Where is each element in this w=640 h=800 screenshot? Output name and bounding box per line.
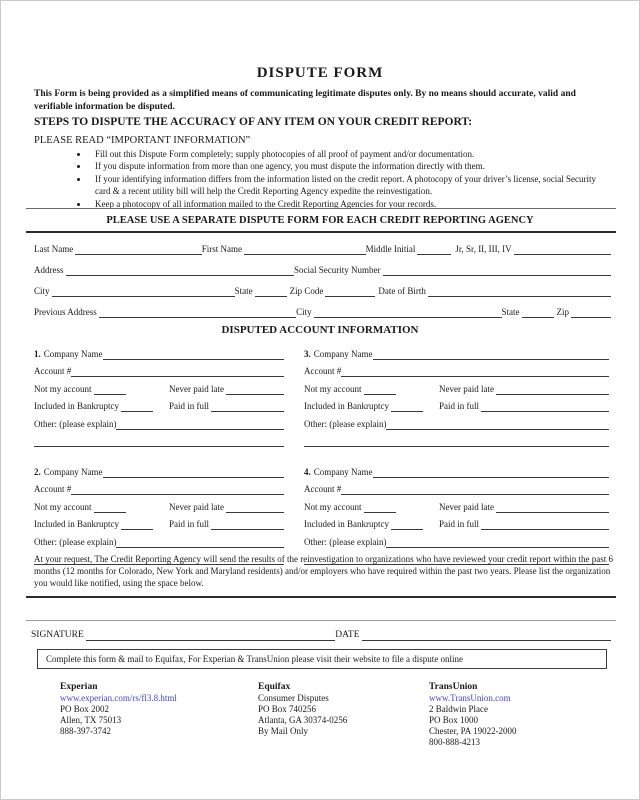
city-line <box>52 286 235 297</box>
account-number-line <box>341 366 609 377</box>
not-my-account-label: Not my account <box>34 383 92 394</box>
not-my-account-line <box>364 502 396 513</box>
address-line <box>66 265 295 276</box>
previous-state-label: State <box>501 307 520 317</box>
company-name-label: Company Name <box>43 466 103 477</box>
state-label: State <box>234 286 253 296</box>
agency-name: Experian <box>60 682 98 692</box>
company-name-line <box>103 349 285 360</box>
bankruptcy-line <box>391 401 423 412</box>
block-number: 1. <box>34 348 41 359</box>
suffix-line <box>514 244 611 255</box>
not-my-account-line <box>94 384 126 395</box>
other-explain-label: Other: (please explain) <box>34 536 117 547</box>
other-explain-line <box>386 419 609 430</box>
organization-write-line <box>26 596 616 598</box>
never-paid-late-line <box>496 502 609 513</box>
address-label: Address <box>34 265 64 275</box>
never-paid-late-line <box>226 502 284 513</box>
previous-address-row <box>34 307 611 318</box>
previous-zip-line <box>571 307 611 318</box>
extra-line <box>304 436 609 447</box>
agency-address-line: Chester, PA 19022-2000 <box>429 726 517 736</box>
previous-city-label: City <box>296 307 312 317</box>
bankruptcy-label: Included in Bankruptcy <box>304 401 389 411</box>
middle-initial-label: Middle Initial <box>365 244 416 254</box>
account-number-label: Account # <box>34 366 72 376</box>
instruction-bullets <box>1 148 609 210</box>
other-explain-label: Other: (please explain) <box>304 536 387 547</box>
bullet-item: • Fill out this Dispute Form completely; supply photocopies of all proof of payment and/or documentation. <box>89 148 609 160</box>
paid-in-full-label: Paid in full <box>439 401 479 411</box>
signature-label: SIGNATURE <box>31 630 84 640</box>
never-paid-late-label: Never paid late <box>439 501 494 512</box>
previous-city-line <box>314 307 502 318</box>
block-number: 3. <box>304 348 311 359</box>
last-name-line <box>75 244 202 255</box>
other-explain-line <box>116 419 284 430</box>
paid-in-full-line <box>481 519 609 530</box>
city-row <box>34 286 611 297</box>
bankruptcy-line <box>121 519 153 530</box>
agency-address-line: PO Box 740256 <box>258 704 317 714</box>
not-my-account-label: Not my account <box>34 501 92 512</box>
mail-instructions-box <box>37 649 607 669</box>
account-block-2 <box>34 460 284 565</box>
paid-in-full-line <box>211 401 284 412</box>
agency-equifax <box>258 682 347 737</box>
middle-initial-line <box>417 244 451 255</box>
previous-address-label: Previous Address <box>34 307 97 317</box>
agency-address-line: 800-888-4213 <box>429 737 480 747</box>
agency-address-line: By Mail Only <box>258 726 309 736</box>
state-line <box>255 286 287 297</box>
never-paid-late-line <box>496 384 609 395</box>
last-name-label: Last Name <box>34 244 74 254</box>
agency-address-line: PO Box 1000 <box>429 715 479 725</box>
company-name-line <box>373 467 610 478</box>
account-block-1 <box>34 342 284 447</box>
never-paid-late-label: Never paid late <box>169 383 224 394</box>
account-number-line <box>71 484 284 495</box>
paid-in-full-label: Paid in full <box>169 519 209 529</box>
agency-address-line: 888-397-3742 <box>60 726 111 736</box>
disputed-account-heading: DISPUTED ACCOUNT INFORMATION <box>221 324 419 336</box>
block-number: 2. <box>34 466 41 477</box>
agency-address-line: Allen, TX 75013 <box>60 715 122 725</box>
agency-name: Equifax <box>258 682 291 692</box>
bankruptcy-label: Included in Bankruptcy <box>304 519 389 529</box>
name-row <box>34 244 611 255</box>
account-block-3 <box>304 342 609 447</box>
transunion-link[interactable]: www.TransUnion.com <box>429 693 511 703</box>
previous-zip-label: Zip <box>556 307 569 317</box>
not-my-account-line <box>94 502 126 513</box>
extra-line <box>34 436 284 447</box>
other-explain-line <box>386 537 609 548</box>
notify-paragraph: At your request, The Credit Reporting Agency will send the results of the reinvestigation to organizations who have reviewed your credit report within the past 6 months (12 months for Colorado, New York and Maryland residents) and/or employers who have required within the past two years. Please list the organization you would like notified, using the space below. <box>34 554 614 588</box>
block-number: 4. <box>304 466 311 477</box>
city-label: City <box>34 286 50 296</box>
paid-in-full-line <box>481 401 609 412</box>
suffix-label: Jr, Sr, II, III, IV <box>455 244 512 254</box>
company-name-label: Company Name <box>313 348 373 359</box>
signature-line <box>86 630 335 641</box>
account-number-label: Account # <box>304 484 342 494</box>
organization-write-line <box>26 620 616 621</box>
account-number-line <box>71 366 284 377</box>
other-explain-label: Other: (please explain) <box>304 418 387 429</box>
agency-address-line: Atlanta, GA 30374-0256 <box>258 715 348 725</box>
zip-code-line <box>325 286 375 297</box>
zip-code-label: Zip Code <box>289 286 324 296</box>
account-number-label: Account # <box>304 366 342 376</box>
company-name-label: Company Name <box>43 348 103 359</box>
ssn-label: Social Security Number <box>294 265 381 275</box>
account-number-label: Account # <box>34 484 72 494</box>
bankruptcy-line <box>121 401 153 412</box>
paid-in-full-label: Paid in full <box>169 401 209 411</box>
first-name-line <box>244 244 366 255</box>
paid-in-full-label: Paid in full <box>439 519 479 529</box>
steps-heading: STEPS TO DISPUTE THE ACCURACY OF ANY ITEM ON YOUR CREDIT REPORT: <box>34 116 473 128</box>
mail-instructions-text: Complete this form & mail to Equifax, For Experian & TransUnion please visit their website to file a dispute online <box>46 654 463 664</box>
other-explain-label: Other: (please explain) <box>34 418 117 429</box>
bankruptcy-line <box>391 519 423 530</box>
account-number-line <box>341 484 609 495</box>
other-explain-line <box>116 537 284 548</box>
never-paid-late-label: Never paid late <box>439 383 494 394</box>
date-label: DATE <box>335 630 360 640</box>
not-my-account-line <box>364 384 396 395</box>
not-my-account-label: Not my account <box>304 383 362 394</box>
account-block-4 <box>304 460 609 565</box>
divider <box>26 231 616 233</box>
address-row <box>34 265 611 276</box>
agency-transunion <box>429 682 517 748</box>
agency-name: TransUnion <box>429 682 478 692</box>
dob-line <box>428 286 611 297</box>
experian-link[interactable]: www.experian.com/rs/fl3.8.html <box>60 693 177 703</box>
bullet-item: • Keep a photocopy of all information mailed to the Credit Reporting Agencies for your records. <box>89 198 609 210</box>
bullet-item: • If your identifying information differs from the information listed on the credit report. A photocopy of your driver’s license, social Security card & a recent utility bill will help the Credit Reporting Agency expedite the reinvestigation. <box>89 173 609 198</box>
divider <box>26 208 616 209</box>
ssn-line <box>383 265 612 276</box>
never-paid-late-label: Never paid late <box>169 501 224 512</box>
signature-row <box>31 630 611 641</box>
bullet-item: • If you dispute information from more than one agency, you must dispute the information directly with them. <box>89 160 609 172</box>
please-read-heading: PLEASE READ “IMPORTANT INFORMATION” <box>34 135 251 146</box>
intro-text: This Form is being provided as a simplified means of communicating legitimate disputes only. By no means should accurate, valid and verifiable information be disputed. <box>34 89 576 112</box>
dob-label: Date of Birth <box>378 286 426 296</box>
company-name-label: Company Name <box>313 466 373 477</box>
date-line <box>362 630 611 641</box>
disputed-blocks <box>34 342 609 565</box>
previous-address-line <box>99 307 296 318</box>
agency-address-line: 2 Baldwin Place <box>429 704 488 714</box>
bankruptcy-label: Included in Bankruptcy <box>34 519 119 529</box>
not-my-account-label: Not my account <box>304 501 362 512</box>
agency-address-line: PO Box 2002 <box>60 704 110 714</box>
agency-experian <box>60 682 177 737</box>
page-title: DISPUTE FORM <box>256 65 384 81</box>
company-name-line <box>103 467 285 478</box>
previous-state-line <box>522 307 554 318</box>
paid-in-full-line <box>211 519 284 530</box>
bankruptcy-label: Included in Bankruptcy <box>34 401 119 411</box>
first-name-label: First Name <box>201 244 242 254</box>
company-name-line <box>373 349 610 360</box>
never-paid-late-line <box>226 384 284 395</box>
separate-form-heading: PLEASE USE A SEPARATE DISPUTE FORM FOR EACH CREDIT REPORTING AGENCY <box>106 215 534 226</box>
agency-address-line: Consumer Disputes <box>258 693 329 703</box>
